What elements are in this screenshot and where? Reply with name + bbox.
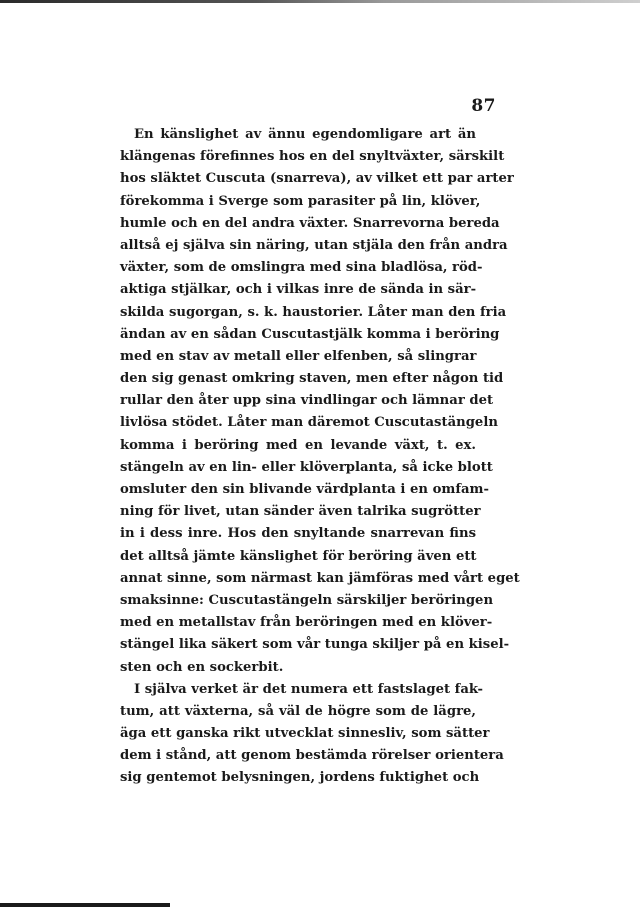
text-line: En känslighet av ännu egendomligare art än xyxy=(134,127,476,142)
text-line: med en stav av metall eller elfenben, så slingrar xyxy=(120,348,477,364)
text-line: humle och en del andra växter. Snarrevorna bereda xyxy=(120,215,500,231)
text-line: förekomma i Sverge som parasiter på lin, klöver, xyxy=(120,193,481,209)
text-line: ning för livet, utan sänder även talrika sugrötter xyxy=(120,504,481,520)
text-line: omsluter den sin blivande värdplanta i en omfam- xyxy=(120,482,489,497)
text-line: annat sinne, som närmast kan jämföras med vårt eget xyxy=(120,570,520,586)
page-number: 87 xyxy=(471,96,496,116)
text-line: det alltså jämte känslighet för beröring även ett xyxy=(120,548,477,564)
text-line: alltså ej själva sin näring, utan stjäla den från andra xyxy=(120,237,508,253)
text-line: skilda sugorgan, s. k. haustorier. Låter man den fria xyxy=(120,304,507,320)
text-line: I själva verket är det numera ett fastslaget fak- xyxy=(134,681,483,697)
text-line: smaksinne: Cuscutastängeln särskiljer beröringen xyxy=(120,592,494,608)
text-line: livlösa stödet. Låter man däremot Cuscutastängeln xyxy=(120,415,498,431)
text-line: med en metallstav från beröringen med en klöver- xyxy=(120,615,493,631)
text-line: stängel lika säkert som vår tunga skiljer på en kisel- xyxy=(120,637,510,653)
text-line: hos släktet Cuscuta (snarreva), av vilket ett par arter xyxy=(120,171,514,187)
text-line: klängenas förefinnes hos en del snyltväxter, särskilt xyxy=(120,149,505,165)
text-line: in i dess inre. Hos den snyltande snarrevan fins xyxy=(120,526,476,542)
text-line: tum, att växterna, så väl de högre som de lägre, xyxy=(120,703,476,719)
text-line: dem i stånd, att genom bestämda rörelser orientera xyxy=(120,748,504,764)
text-line: aktiga stjälkar, och i vilkas inre de sända in sär- xyxy=(120,282,477,298)
scan-edge-bottom xyxy=(0,903,170,907)
text-line: den sig genast omkring staven, men efter någon tid xyxy=(120,371,504,387)
body-text xyxy=(120,124,520,790)
text-line: sten och en sockerbit. xyxy=(120,659,284,675)
text-line: sig gentemot belysningen, jordens fuktighet och xyxy=(120,770,480,786)
text-line: komma i beröring med en levande växt, t. ex. xyxy=(120,437,476,453)
text-line: ändan av en sådan Cuscutastjälk komma i beröring xyxy=(120,326,500,342)
scan-edge-top xyxy=(0,0,640,3)
text-line: stängeln av en lin- eller klöverplanta, så icke blott xyxy=(120,459,493,475)
text-line: rullar den åter upp sina vindlingar och lämnar det xyxy=(120,393,494,409)
text-line: växter, som de omslingra med sina bladlösa, röd- xyxy=(120,260,483,276)
text-line: äga ett ganska rikt utvecklat sinnesliv, som sätter xyxy=(120,726,490,742)
